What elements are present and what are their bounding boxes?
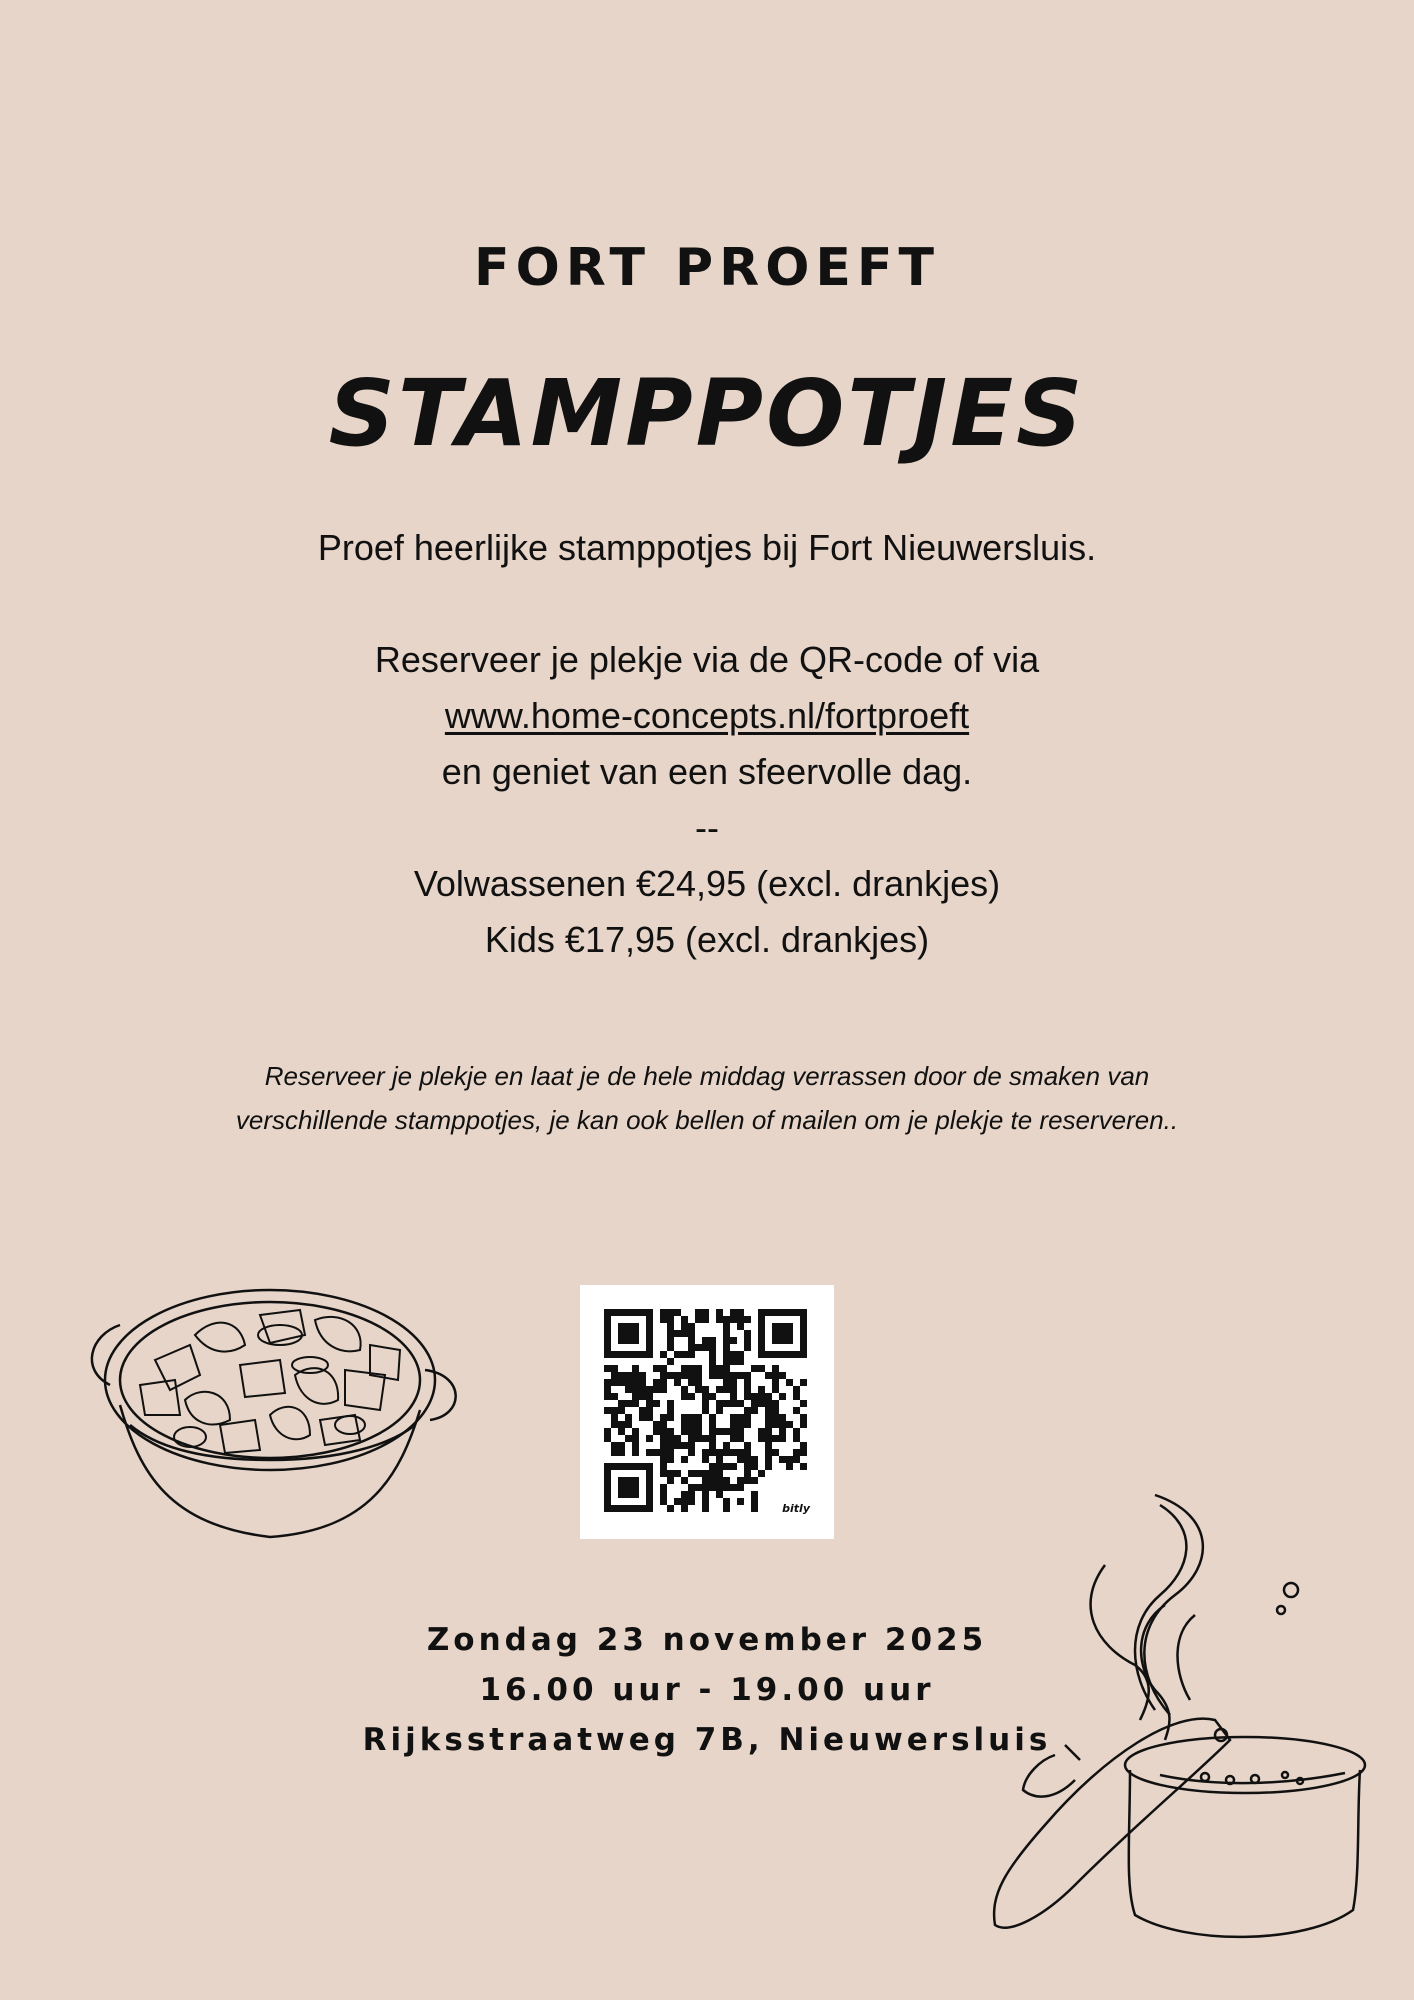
brand-logo: FORT PROEFT bbox=[474, 238, 940, 298]
reservation-link[interactable]: www.home-concepts.nl/fortproeft bbox=[444, 695, 970, 736]
event-time: 16.00 uur - 19.00 uur bbox=[479, 1672, 935, 1708]
qr-brand-mark: bitly bbox=[782, 1502, 810, 1515]
page-title: STAMPPOTJES bbox=[328, 360, 1086, 467]
intro-section bbox=[0, 520, 1414, 968]
price-adults: Volwassenen €24,95 (excl. drankjes) bbox=[413, 863, 1001, 904]
event-address: Rijksstraatweg 7B, Nieuwersluis bbox=[362, 1722, 1052, 1758]
qr-code[interactable] bbox=[580, 1285, 834, 1539]
note-line-2: verschillende stamppotjes, je kan ook bellen of mailen om je plekje te reserveren.. bbox=[235, 1105, 1179, 1135]
reservation-note bbox=[0, 1054, 1414, 1142]
event-date: Zondag 23 november 2025 bbox=[426, 1622, 988, 1658]
stew-bowl-icon bbox=[80, 1275, 470, 1545]
note-line-1: Reserveer je plekje en laat je de hele middag verrassen door de smaken van bbox=[264, 1061, 1150, 1091]
reserve-line: Reserveer je plekje via de QR-code of via bbox=[374, 639, 1040, 680]
qr-code-icon bbox=[580, 1285, 834, 1539]
separator: -- bbox=[695, 807, 719, 848]
enjoy-line: en geniet van een sfeervolle dag. bbox=[441, 751, 973, 792]
intro-text: Proef heerlijke stamppotjes bij Fort Nieuwersluis. bbox=[317, 527, 1097, 568]
steaming-pot-icon bbox=[985, 1475, 1390, 1945]
price-kids: Kids €17,95 (excl. drankjes) bbox=[484, 919, 930, 960]
